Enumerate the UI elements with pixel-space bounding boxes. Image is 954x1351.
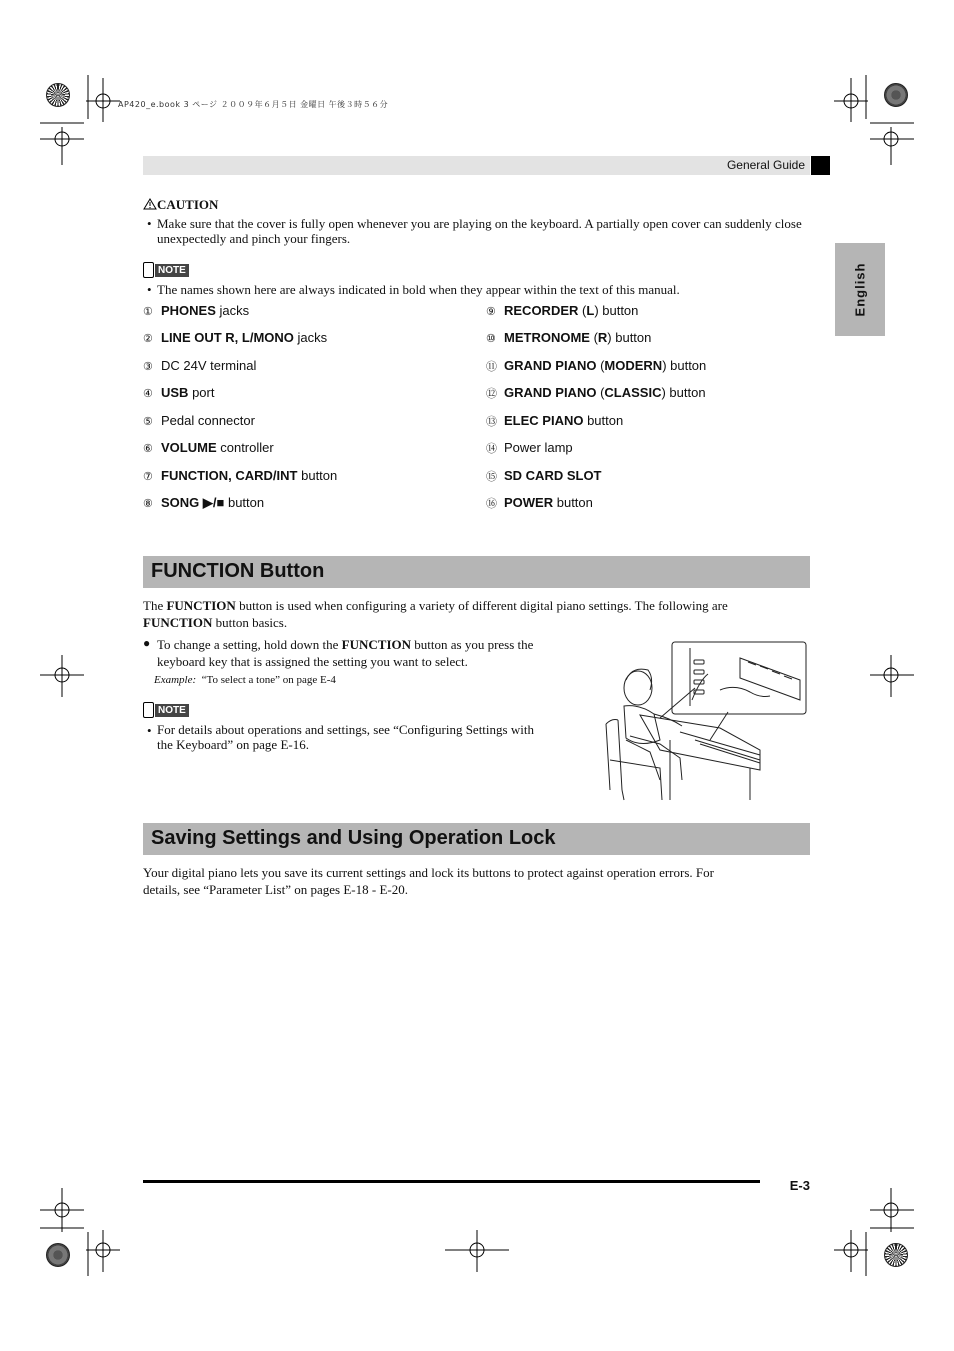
bullet-dot-icon: ● [143, 636, 151, 650]
list-item: ⑤ Pedal connector [143, 413, 255, 428]
registration-rosette-icon [884, 1243, 908, 1267]
function-intro: The FUNCTION button is used when configuring a variety of different digital piano settings. The following are FUNCTION button basics. [143, 598, 728, 630]
bullet: • [147, 216, 152, 231]
list-item: ⑧ SONG ▶/■ button [143, 495, 265, 510]
note-pad-icon [143, 702, 154, 718]
list-item: ⑪ GRAND PIANO (MODERN) button [486, 358, 707, 373]
list-item: ④ USB port [143, 385, 215, 400]
header-section-title: General Guide [726, 158, 805, 172]
warning-triangle-icon [143, 198, 157, 210]
piano-player-illustration [600, 640, 808, 802]
print-info: AP420_e.book 3 ページ ２００９年６月５日 金曜日 午後３時５６分 [118, 100, 389, 109]
bullet: • [147, 723, 152, 738]
note-badge: NOTE [143, 262, 189, 278]
registration-rosette-icon [46, 83, 70, 107]
list-item: ⑦ FUNCTION, CARD/INT button [143, 468, 338, 483]
language-tab [835, 243, 885, 336]
list-item: ⑩ METRONOME (R) button [486, 330, 652, 345]
list-item: ⑫ GRAND PIANO (CLASSIC) button [486, 385, 706, 400]
list-item: ⑮ SD CARD SLOT [486, 468, 602, 483]
footer-rule [143, 1180, 760, 1183]
registration-rosette-icon [46, 1243, 70, 1267]
page-number: E-3 [789, 1178, 810, 1193]
list-item: ⑬ ELEC PIANO button [486, 413, 624, 428]
list-item: ② LINE OUT R, L/MONO jacks [143, 330, 328, 345]
caution-text: Make sure that the cover is fully open whenever you are playing on the keyboard. A partially open cover can suddenly close unexpectedly and pinch your fingers. [157, 216, 802, 246]
function-bullet: To change a setting, hold down the FUNCTION button as you press the keyboard key that is assigned the setting you want to select. [157, 637, 534, 669]
header-marker [811, 156, 830, 175]
list-item: ③ DC 24V terminal [143, 358, 257, 373]
header-band [143, 156, 810, 175]
note-text: The names shown here are always indicated in bold when they appear within the text of this manual. [157, 282, 680, 297]
note-pad-icon [143, 262, 154, 278]
section-heading: Saving Settings and Using Operation Lock [151, 827, 556, 849]
caution-heading: CAUTION [143, 197, 218, 213]
list-item: ⑨ RECORDER (L) button [486, 303, 639, 318]
list-item: ⑭ Power lamp [486, 440, 573, 455]
list-item: ⑥ VOLUME controller [143, 440, 274, 455]
section-heading-bar [143, 823, 810, 855]
note-badge: NOTE [143, 702, 189, 718]
list-item: ① PHONES jacks [143, 303, 250, 318]
language-tab-label: English [852, 262, 868, 317]
saving-text: Your digital piano lets you save its current settings and lock its buttons to protect against operation errors. For details, see “Parameter List” on pages E-18 - E-20. [143, 865, 714, 897]
example-line: Example: “To select a tone” on page E-4 [154, 674, 336, 686]
function-note: For details about operations and settings, see “Configuring Settings with the Keyboard” on page E-16. [157, 722, 534, 752]
section-heading-bar [143, 556, 810, 588]
bullet: • [147, 282, 152, 297]
registration-rosette-icon [884, 83, 908, 107]
list-item: ⑯ POWER button [486, 495, 593, 510]
section-heading: FUNCTION Button [151, 560, 325, 582]
